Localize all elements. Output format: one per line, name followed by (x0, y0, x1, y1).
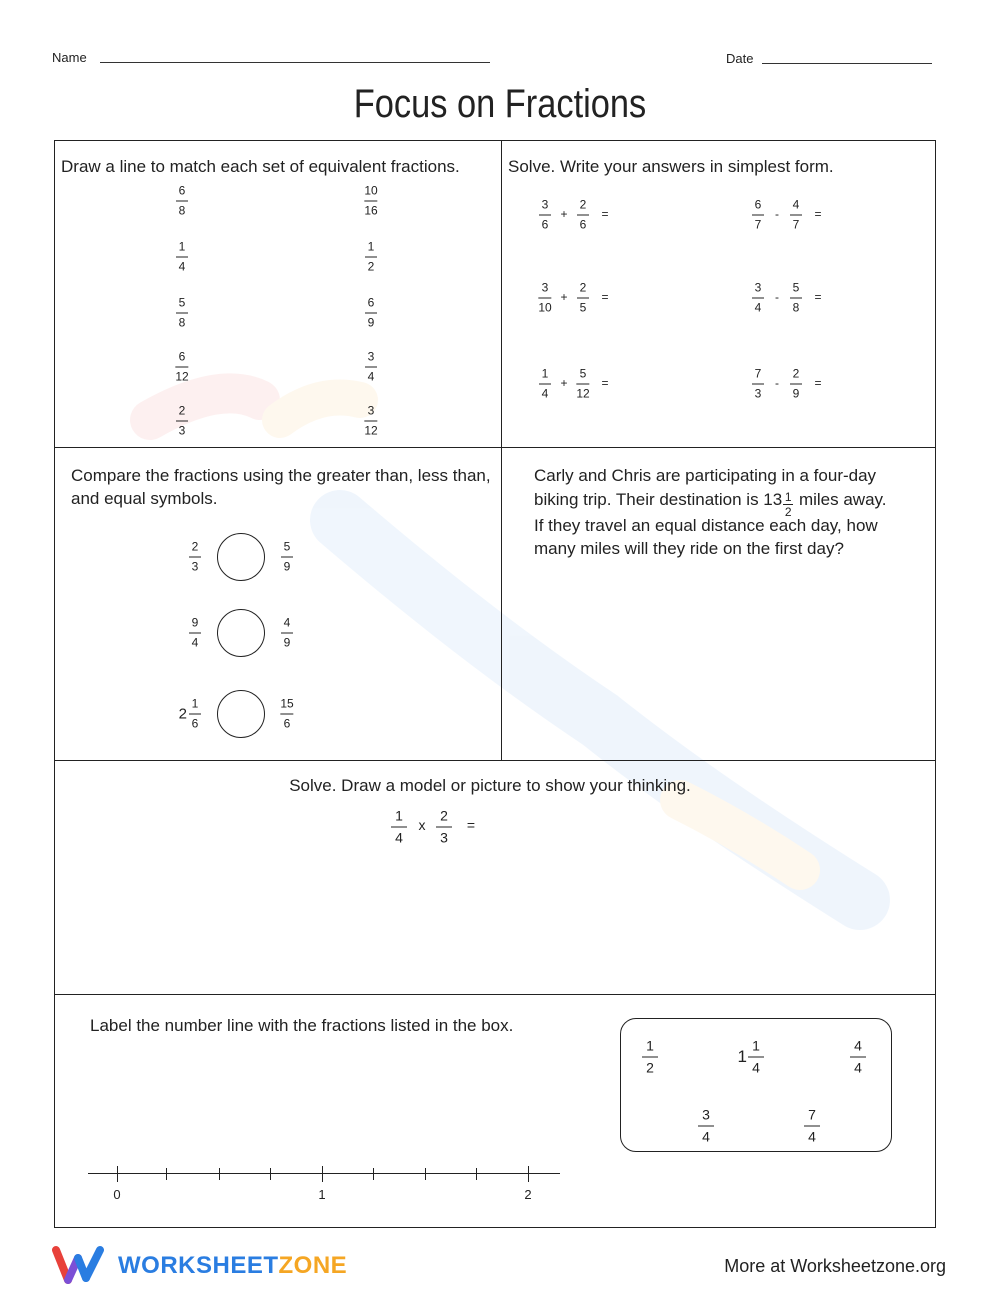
fraction-denominator: 12 (576, 386, 590, 401)
grid-divider (55, 447, 935, 448)
fraction (189, 617, 201, 650)
fraction-numerator: 4 (283, 615, 291, 630)
fraction (790, 199, 802, 232)
fraction (189, 541, 201, 574)
fraction (539, 199, 551, 232)
fraction (176, 297, 188, 330)
operator: - (775, 376, 779, 390)
fraction-denominator: 8 (792, 300, 800, 315)
number-line-label: 2 (524, 1187, 532, 1202)
fraction-numerator: 5 (792, 280, 800, 295)
fraction-numerator: 2 (191, 539, 199, 554)
fraction-numerator: 1 (541, 366, 549, 381)
fraction (790, 368, 802, 401)
numberline-instruction: Label the number line with the fractions listed in the box. (90, 1016, 514, 1035)
operator: x (418, 817, 426, 833)
fraction-numerator: 2 (579, 280, 587, 295)
fraction-numerator: 2 (792, 366, 800, 381)
fraction (175, 351, 188, 384)
word-problem-line: many miles will they ride on the first day? (534, 539, 844, 558)
word-problem (534, 464, 934, 560)
word-problem-line: If they travel an equal distance each day, how (534, 516, 878, 535)
whole-number: 1 (737, 1047, 747, 1066)
fraction-denominator: 4 (395, 829, 403, 846)
fraction (752, 199, 764, 232)
inline-fraction (783, 491, 793, 518)
fraction (804, 1108, 820, 1145)
fraction (539, 368, 551, 401)
fraction (576, 368, 589, 401)
fraction-denominator: 4 (191, 635, 199, 650)
fraction-denominator: 16 (364, 203, 378, 218)
fraction (365, 241, 377, 274)
fraction-denominator: 7 (792, 217, 800, 232)
number-line-tick (166, 1168, 167, 1180)
fraction (642, 1039, 658, 1076)
operator: + (560, 376, 568, 390)
fraction (365, 297, 377, 330)
equals-sign: = (814, 290, 822, 304)
grid-divider (55, 994, 935, 995)
operator: + (560, 207, 568, 221)
solve-instruction: Solve. Write your answers in simplest form. (508, 157, 834, 176)
operator: + (560, 290, 568, 304)
fraction-denominator: 6 (579, 217, 587, 232)
fraction-denominator: 3 (178, 423, 186, 438)
number-line-tick (322, 1166, 323, 1182)
fraction (752, 368, 764, 401)
word-problem-text: miles away. (794, 489, 887, 509)
number-line-tick (270, 1168, 271, 1180)
fraction-denominator: 8 (178, 315, 186, 330)
fraction (365, 351, 377, 384)
fraction-denominator: 4 (752, 1059, 760, 1076)
equals-sign: = (601, 207, 609, 221)
fraction-denominator: 4 (541, 386, 549, 401)
page-title: Focus on Fractions (353, 82, 647, 126)
fraction (698, 1108, 714, 1145)
compare-circle[interactable] (217, 690, 265, 738)
fraction-numerator: 3 (702, 1106, 710, 1123)
fraction-denominator: 7 (754, 217, 762, 232)
fraction-numerator: 1 (367, 239, 375, 254)
fraction (176, 405, 188, 438)
fraction-denominator: 9 (283, 635, 291, 650)
number-line-label: 0 (113, 1187, 121, 1202)
date-label: Date (726, 51, 754, 66)
fraction-numerator: 6 (178, 183, 186, 198)
fraction-numerator: 9 (191, 615, 199, 630)
fraction-numerator: 6 (367, 295, 375, 310)
number-line-label: 1 (318, 1187, 326, 1202)
fraction (189, 698, 201, 731)
fraction (176, 185, 188, 218)
fraction (850, 1039, 866, 1076)
fraction (281, 617, 293, 650)
number-line-tick (373, 1168, 374, 1180)
fraction-denominator: 3 (191, 559, 199, 574)
word-problem-line (534, 487, 934, 519)
fraction-denominator: 4 (854, 1059, 862, 1076)
fraction-numerator: 10 (364, 183, 378, 198)
fraction-denominator: 9 (792, 386, 800, 401)
fraction (748, 1039, 764, 1076)
fraction-denominator: 8 (178, 203, 186, 218)
fraction (364, 405, 377, 438)
fraction-numerator: 4 (854, 1037, 862, 1054)
fraction-denominator: 6 (541, 217, 549, 232)
compare-circle[interactable] (217, 609, 265, 657)
fraction-denominator: 2 (646, 1059, 654, 1076)
equals-sign: = (601, 376, 609, 390)
fraction-denominator: 4 (702, 1128, 710, 1145)
operator: - (775, 207, 779, 221)
fraction-numerator: 1 (784, 490, 792, 504)
brand-part: ZONE (278, 1252, 348, 1279)
number-line-tick (117, 1166, 118, 1182)
fraction (752, 282, 764, 315)
fraction (790, 282, 802, 315)
fraction-numerator: 1 (178, 239, 186, 254)
fraction (538, 282, 551, 315)
fraction-denominator: 2 (784, 505, 792, 519)
fraction-denominator: 10 (538, 300, 552, 315)
fraction-denominator: 6 (283, 716, 291, 731)
fraction-denominator: 4 (178, 259, 186, 274)
equals-sign: = (814, 376, 822, 390)
equals-sign: = (601, 290, 609, 304)
fraction (391, 809, 407, 846)
fraction-numerator: 1 (191, 696, 199, 711)
fraction-numerator: 1 (646, 1037, 654, 1054)
worksheetzone-logo-icon (52, 1244, 108, 1286)
brand-name (118, 1252, 347, 1280)
fraction (364, 185, 377, 218)
fraction (281, 541, 293, 574)
footer-link[interactable]: More at Worksheetzone.org (724, 1256, 946, 1276)
compare-instruction: Compare the fractions using the greater than, less than, and equal symbols. (71, 466, 491, 508)
fraction-denominator: 12 (175, 369, 189, 384)
fraction-denominator: 9 (367, 315, 375, 330)
fraction-numerator: 5 (283, 539, 291, 554)
fraction-numerator: 3 (541, 280, 549, 295)
fraction (436, 809, 452, 846)
fraction-denominator: 12 (364, 423, 378, 438)
word-problem-text: biking trip. Their destination is 13 (534, 489, 783, 509)
model-instruction: Solve. Draw a model or picture to show your thinking. (289, 776, 691, 795)
fraction-numerator: 3 (367, 349, 375, 364)
match-instruction: Draw a line to match each set of equivalent fractions. (61, 157, 460, 176)
fraction-numerator: 3 (754, 280, 762, 295)
fraction-numerator: 15 (280, 696, 294, 711)
fraction-denominator: 6 (191, 716, 199, 731)
fraction-denominator: 4 (754, 300, 762, 315)
fraction-numerator: 3 (541, 197, 549, 212)
fraction-denominator: 3 (754, 386, 762, 401)
fraction-numerator: 6 (178, 349, 186, 364)
grid-divider (55, 760, 935, 761)
equals-sign: = (466, 817, 476, 833)
fraction-denominator: 3 (440, 829, 448, 846)
fraction-numerator: 6 (754, 197, 762, 212)
number-line[interactable] (88, 1173, 560, 1174)
grid-divider (501, 141, 502, 760)
fraction-numerator: 7 (808, 1106, 816, 1123)
brand-part: WORKSHEET (118, 1252, 279, 1279)
fraction-denominator: 4 (808, 1128, 816, 1145)
compare-circle[interactable] (217, 533, 265, 581)
fraction-numerator: 2 (579, 197, 587, 212)
fraction-numerator: 2 (178, 403, 186, 418)
word-problem-line: Carly and Chris are participating in a four-day (534, 466, 877, 485)
fraction-numerator: 2 (440, 807, 448, 824)
fraction-numerator: 5 (579, 366, 587, 381)
fraction-numerator: 5 (178, 295, 186, 310)
fraction (280, 698, 293, 731)
fraction-numerator: 3 (367, 403, 375, 418)
number-line-tick (425, 1168, 426, 1180)
fraction (176, 241, 188, 274)
number-line-tick (219, 1168, 220, 1180)
fraction-denominator: 2 (367, 259, 375, 274)
fraction-denominator: 5 (579, 300, 587, 315)
number-line-tick (528, 1166, 529, 1182)
fraction-numerator: 1 (752, 1037, 760, 1054)
number-line-tick (476, 1168, 477, 1180)
fraction (577, 199, 589, 232)
fraction-denominator: 9 (283, 559, 291, 574)
whole-number: 2 (178, 705, 187, 723)
fraction-numerator: 4 (792, 197, 800, 212)
fraction (577, 282, 589, 315)
fraction-numerator: 1 (395, 807, 403, 824)
fraction-numerator: 7 (754, 366, 762, 381)
equals-sign: = (814, 207, 822, 221)
operator: - (775, 290, 779, 304)
fraction-denominator: 4 (367, 369, 375, 384)
name-label: Name (52, 50, 87, 65)
